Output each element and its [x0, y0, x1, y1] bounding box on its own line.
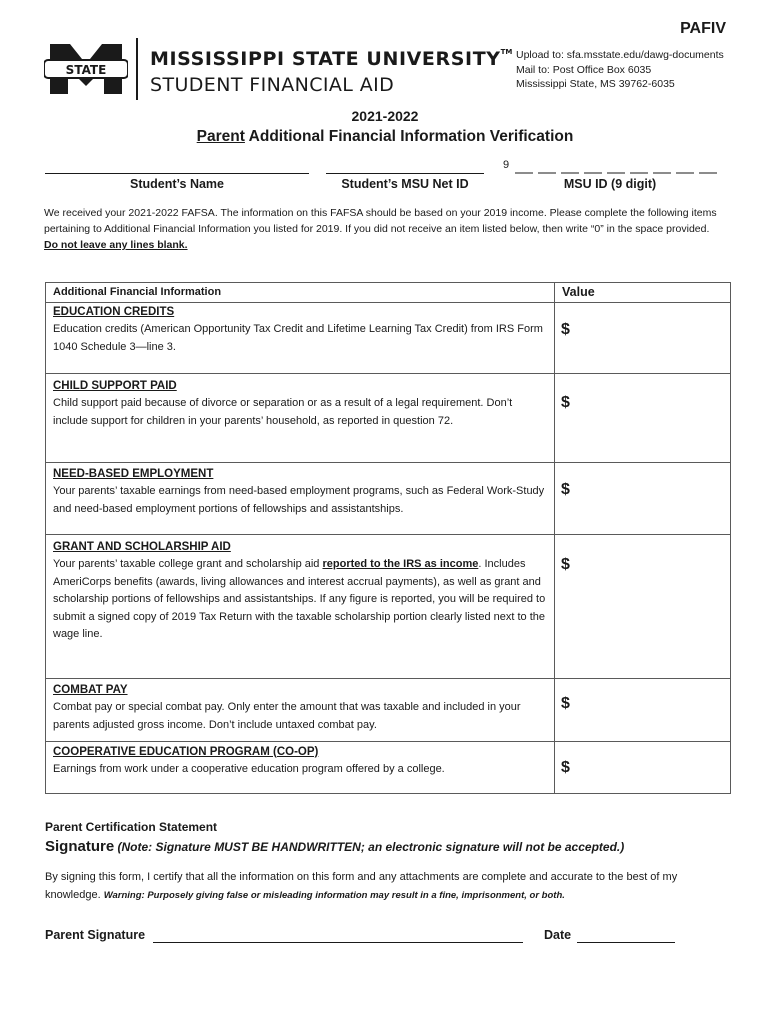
education-credits-cell	[46, 302, 555, 373]
child-support-value-input[interactable]: $	[555, 373, 731, 462]
need-based-employment-text: Your parents’ taxable earnings from need-based employment programs, such as Federal Work-Study and need-based employment portions of fellowships and assistantships.	[53, 485, 545, 515]
parent-signature-field[interactable]	[153, 942, 523, 943]
education-credits-text: Education credits (American Opportunity Tax Credit and Lifetime Learning Tax Credit) from IRS Form 1040 Schedule 3—line 3.	[53, 323, 543, 353]
need-based-employment-value-input[interactable]: $	[555, 462, 731, 534]
signature-heading: Signature (Note: Signature MUST BE HANDWRITTEN; an electronic signature will not be accepted.)	[45, 838, 625, 855]
logo-divider	[136, 38, 138, 100]
form-code: PAFIV	[680, 20, 726, 37]
trademark: TM	[500, 48, 513, 56]
coop-program-text: Earnings from work under a cooperative education program offered by a college.	[53, 763, 445, 775]
net-id-label: Student’s MSU Net ID	[341, 177, 469, 191]
certification-heading: Parent Certification Statement	[45, 820, 218, 834]
column-header-info: Additional Financial Information	[46, 283, 555, 303]
column-header-value: Value	[555, 283, 731, 303]
parent-signature-label: Parent Signature	[45, 928, 146, 942]
grant-scholarship-text: Your parents’ taxable college grant and scholarship aid reported to the IRS as income. Includes AmeriCorps benefits (awards, living allowances and interest accrual payments), as well as grant and scholarship portions of fellowships and assistantships. If any figure is reported, you will be required to submit a signed copy of 2019 Tax Return with the taxable scholarship portion clearly listed next to the wage line.	[53, 558, 546, 640]
combat-pay-heading: COMBAT PAY	[53, 683, 128, 696]
form-title: Parent Additional Financial Information Verification	[196, 128, 574, 145]
table-header-row	[46, 283, 731, 303]
table-row	[46, 534, 731, 678]
table-row	[46, 302, 731, 373]
university-name: MISSISSIPPI STATE UNIVERSITY™	[150, 48, 513, 70]
child-support-cell	[46, 373, 555, 462]
child-support-text: Child support paid because of divorce or separation or as a result of a legal requirement. Don’t include support for children in your parents’ household, as reported in question 72.	[53, 397, 513, 427]
city-address: Mississippi State, MS 39762-6035	[516, 78, 675, 90]
signature-note: (Note: Signature MUST BE HANDWRITTEN; an electronic signature will not be accepted.)	[114, 840, 625, 854]
combat-pay-value-input[interactable]: $	[555, 678, 731, 741]
date-field[interactable]	[577, 942, 675, 943]
msu-id-digit-lines	[500, 160, 720, 174]
grant-scholarship-heading: GRANT AND SCHOLARSHIP AID	[53, 540, 231, 553]
table-row	[46, 462, 731, 534]
combat-pay-cell	[46, 678, 555, 741]
education-credits-value-input[interactable]: $	[555, 302, 731, 373]
financial-info-table	[45, 282, 731, 794]
student-name-label: Student’s Name	[129, 177, 224, 191]
mail-address: Mail to: Post Office Box 6035	[516, 63, 652, 76]
date-label: Date	[544, 928, 572, 942]
grant-scholarship-value-input[interactable]: $	[555, 534, 731, 678]
department-name: STUDENT FINANCIAL AID	[150, 74, 395, 96]
university-logo	[44, 38, 513, 102]
msu-id-field[interactable]	[500, 160, 720, 191]
logo-state-text: STATE	[65, 63, 107, 77]
table-row	[46, 741, 731, 793]
table-row	[46, 373, 731, 462]
upload-address: Upload to: sfa.msstate.edu/dawg-documents	[516, 49, 724, 61]
intro-paragraph: We received your 2021-2022 FAFSA. The information on this FAFSA should be based on your 2019 income. Please complete the following items pertaining to Additional Financial Information you listed for 2019. If you did not receive an item listed below, then write “0” in the space provided. Do not leave any lines blank.	[44, 207, 717, 251]
table-row	[46, 678, 731, 741]
intro-emphasis: Do not leave any lines blank.	[44, 239, 188, 251]
msu-m-logo-icon	[44, 42, 128, 96]
grant-scholarship-cell	[46, 534, 555, 678]
submission-info	[516, 48, 724, 92]
student-name-field[interactable]	[45, 160, 309, 191]
need-based-employment-heading: NEED-BASED EMPLOYMENT	[53, 467, 214, 480]
need-based-employment-cell	[46, 462, 555, 534]
net-id-field[interactable]	[326, 160, 484, 191]
coop-program-heading: COOPERATIVE EDUCATION PROGRAM (CO-OP)	[53, 745, 319, 758]
warning-text: Warning: Purposely giving false or misleading information may result in a fine, imprisonment, or both.	[103, 890, 565, 901]
coop-program-value-input[interactable]: $	[555, 741, 731, 793]
grant-scholarship-emphasis: reported to the IRS as income	[322, 558, 479, 570]
child-support-heading: CHILD SUPPORT PAID	[53, 379, 177, 392]
msu-id-label: MSU ID (9 digit)	[563, 177, 657, 191]
msu-id-prefix: 9	[503, 159, 510, 171]
coop-program-cell	[46, 741, 555, 793]
education-credits-heading: EDUCATION CREDITS	[53, 305, 175, 318]
combat-pay-text: Combat pay or special combat pay. Only enter the amount that was taxable and included in your parents adjusted gross income. Don’t include untaxed combat pay.	[53, 701, 521, 731]
certification-statement: By signing this form, I certify that all the information on this form and any attachments are complete and accurate to the best of my knowledge. Warning: Purposely giving false or misleading information may result in a fine, imprisonment, or both.	[45, 871, 678, 901]
academic-year: 2021-2022	[351, 108, 419, 124]
